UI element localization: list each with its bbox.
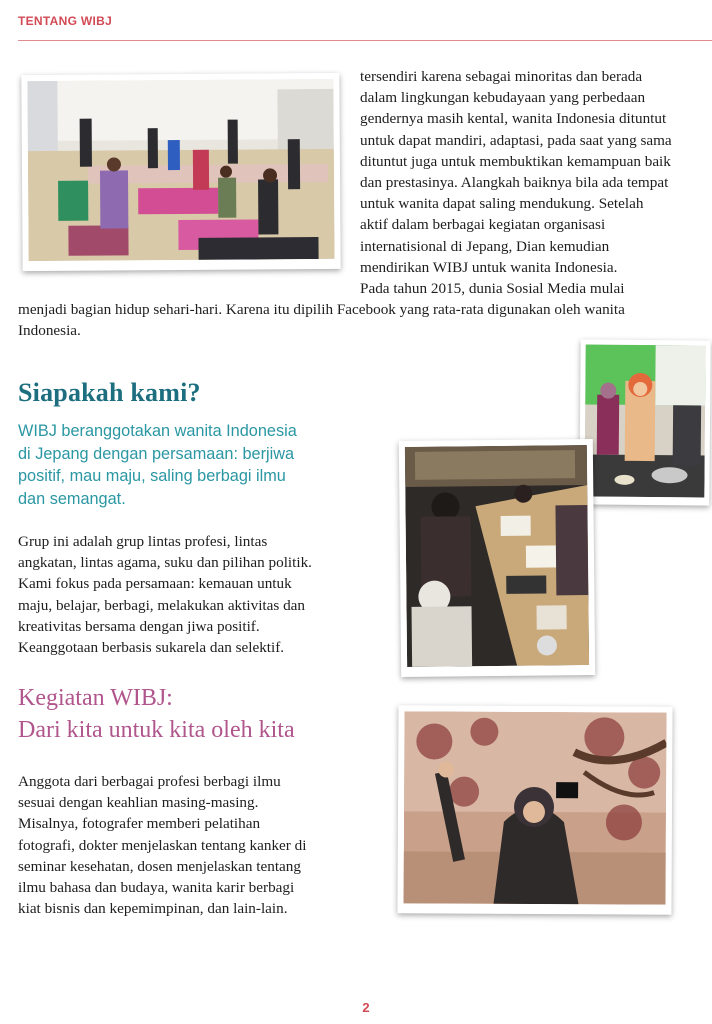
intro-paragraph — [360, 66, 712, 299]
page-number: 2 — [362, 1000, 370, 1015]
siapakah-subtitle-line: dan semangat. — [18, 489, 126, 508]
header-divider — [18, 40, 712, 41]
intro-line: tersendiri karena sebagai minoritas dan berada — [360, 68, 643, 85]
intro-continuation — [18, 299, 712, 341]
siapakah-body-line: Keanggotaan berbasis sukarela dan selektif. — [18, 639, 285, 657]
siapakah-subtitle-line: positif, mau maju, saling berbagi ilmu — [18, 467, 286, 486]
kegiatan-heading-line: Kegiatan WIBJ: — [18, 685, 173, 711]
siapakah-body — [18, 531, 378, 658]
siapakah-subtitle-line: WIBJ beranggotakan wanita Indonesia — [18, 422, 297, 440]
siapakah-body-line: Kami fokus pada persamaan: kemauan untuk — [18, 575, 292, 593]
intro-continuation-line: menjadi bagian hidup sehari-hari. Karena itu dipilih Facebook yang rata-rata digunakan oleh wanita — [18, 301, 625, 318]
intro-line: aktif dalam berbagai kegiatan organisasi — [360, 216, 606, 234]
yoga-class-photo — [21, 73, 340, 271]
kegiatan-body-line: Anggota dari berbagai profesi berbagi ilmu — [18, 773, 281, 790]
intro-line: untuk dapat mandiri, adaptasi, pada saat yang sama — [360, 131, 672, 149]
intro-line: dituntut juga untuk membuktikan kemampuan baik — [360, 152, 671, 170]
kegiatan-body-line: Misalnya, fotografer memberi pelatihan — [18, 815, 261, 833]
intro-continuation-line: Indonesia. — [18, 322, 81, 340]
kegiatan-heading-line: Dari kita untuk kita oleh kita — [18, 717, 295, 743]
kegiatan-heading — [18, 682, 295, 746]
siapakah-subtitle-line: di Jepang dengan persamaan: berjiwa — [18, 444, 295, 463]
intro-line: dan prestasinya. Alangkah baiknya bila ada tempat — [360, 174, 669, 192]
intro-line: Pada tahun 2015, dunia Sosial Media mulai — [360, 280, 625, 298]
siapakah-heading: Siapakah kami? — [18, 378, 201, 407]
kegiatan-body-line: sesuai dengan keahlian masing-masing. — [18, 794, 259, 812]
siapakah-body-line: maju, belajar, berbagi, melakukan aktivitas dan — [18, 596, 306, 614]
section-label: TENTANG WIBJ — [18, 14, 113, 28]
intro-line: internatisional di Jepang, Dian kemudian — [360, 237, 610, 255]
photography-outing-photo — [397, 705, 672, 914]
intro-line: mendirikan WIBJ untuk wanita Indonesia. — [360, 258, 618, 276]
intro-line: untuk wanita dapat saling mendukung. Setelah — [360, 195, 644, 213]
intro-line: dalam lingkungan kebudayaan yang perbedaan — [360, 89, 646, 107]
kegiatan-body-line: seminar kesehatan, dosen menjelaskan tentang — [18, 857, 301, 875]
kegiatan-body — [18, 771, 378, 919]
cooking-class-photo — [579, 339, 710, 505]
siapakah-body-line: Grup ini adalah grup lintas profesi, lintas — [18, 533, 268, 550]
intro-line: gendernya masih kental, wanita Indonesia dituntut — [360, 110, 667, 128]
kegiatan-body-line: fotografi, dokter menjelaskan tentang kanker di — [18, 836, 307, 854]
siapakah-subtitle — [18, 420, 378, 510]
kegiatan-body-line: kiat bisnis dan kepemimpinan, dan lain-lain. — [18, 900, 288, 918]
kegiatan-body-line: ilmu bahasa dan budaya, wanita karir berbagi — [18, 879, 295, 897]
craft-workshop-photo — [399, 439, 595, 677]
siapakah-body-line: angkatan, lintas agama, suku dan pilihan politik. — [18, 554, 312, 572]
siapakah-body-line: kreativitas bersama dengan jiwa positif. — [18, 617, 260, 635]
